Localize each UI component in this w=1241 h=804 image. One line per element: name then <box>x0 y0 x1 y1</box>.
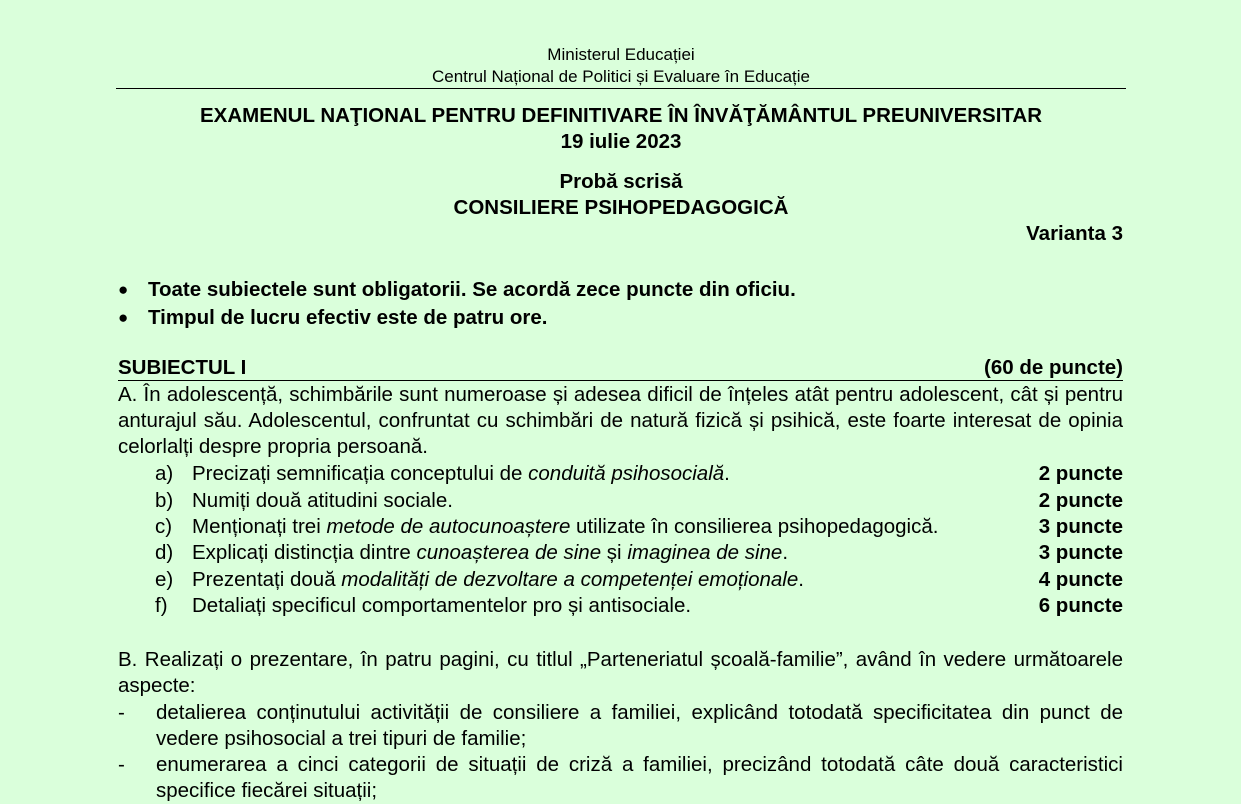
question-item-b <box>118 487 1123 513</box>
center-name: Centrul Național de Politici și Evaluare în Educație <box>432 67 810 86</box>
item-letter: c) <box>155 514 173 538</box>
instruction-item <box>118 304 1118 332</box>
instruction-text: Toate subiectele sunt obligatorii. Se acordă zece puncte din oficiu. <box>148 278 796 301</box>
item-text: Detaliați specificul comportamentelor pro și antisociale. <box>192 594 692 618</box>
item-points: 2 puncte <box>1038 488 1123 512</box>
question-item-d <box>118 540 1123 566</box>
item-letter: b) <box>155 488 174 512</box>
item-text: Menționați trei metode de autocunoaștere utilizate în consilierea psihopedagogică. <box>192 514 939 538</box>
ministry-name: Ministerul Educației <box>547 45 695 64</box>
exam-date: 19 iulie 2023 <box>560 130 682 153</box>
item-text: Numiți două atitudini sociale. <box>192 488 453 512</box>
bullet-icon: ● <box>118 308 129 327</box>
item-points: 6 puncte <box>1038 594 1123 618</box>
question-item-f <box>118 593 1123 619</box>
item-points: 3 puncte <box>1038 514 1123 538</box>
instruction-item <box>118 276 1118 304</box>
part-b-item-text: enumerarea a cinci categorii de situații de criză a familiei, precizând totodată câte două caracteristici specifice fiecărei situații; <box>156 753 1123 802</box>
section-heading <box>118 356 1123 381</box>
item-text: Prezentați două modalități de dezvoltare a competenței emoționale. <box>192 567 804 591</box>
exam-proba: Probă scrisă <box>559 170 683 193</box>
part-b-list <box>118 700 1123 804</box>
part-b-item <box>118 700 1123 752</box>
item-letter: e) <box>155 567 174 591</box>
item-letter: a) <box>155 462 174 486</box>
part-a-intro: A. În adolescență, schimbările sunt numeroase și adesea dificil de înțeles atât pentru adolescent, cât și pentru anturajul său. Adolescentul, confruntat cu schimbări de natură fizică și psihică, este foarte interesat de opinia celorlalți despre propria persoană. <box>118 383 1123 458</box>
question-item-e <box>118 567 1123 593</box>
dash-marker: - <box>118 753 125 776</box>
part-b-item-text: detalierea conținutului activității de consiliere a familiei, explicând totodată specificitatea din punct de vedere psihosocial a trei tipuri de familie; <box>156 701 1123 750</box>
question-item-c <box>118 514 1123 540</box>
section-points: (60 de puncte) <box>984 356 1123 379</box>
instruction-text: Timpul de lucru efectiv este de patru ore. <box>148 306 548 329</box>
item-points: 3 puncte <box>1038 541 1123 565</box>
item-points: 4 puncte <box>1038 567 1123 591</box>
part-a-items <box>118 461 1123 619</box>
item-text: Precizați semnificația conceptului de conduită psihosocială. <box>192 462 730 486</box>
item-text: Explicați distincția dintre cunoașterea de sine și imaginea de sine. <box>192 541 789 565</box>
bullet-icon: ● <box>118 280 129 299</box>
dash-marker: - <box>118 701 125 724</box>
exam-subject: CONSILIERE PSIHOPEDAGOGICĂ <box>453 196 789 219</box>
instructions-list <box>118 276 1118 332</box>
item-points: 2 puncte <box>1038 462 1123 486</box>
exam-title: EXAMENUL NAŢIONAL PENTRU DEFINITIVARE ÎN ÎNVĂŢĂMÂNTUL PREUNIVERSITAR <box>199 104 1043 127</box>
question-item-a <box>118 461 1123 487</box>
exam-variant: Varianta 3 <box>1026 222 1123 245</box>
part-b-intro: B. Realizați o prezentare, în patru pagini, cu titlul „Parteneriatul școală-familie”, având în vedere următoarele aspecte: <box>118 648 1123 697</box>
item-letter: f) <box>155 594 168 618</box>
part-b-item <box>118 752 1123 804</box>
section-title: SUBIECTUL I <box>118 356 247 379</box>
ministry-header <box>116 44 1126 88</box>
item-letter: d) <box>155 541 174 565</box>
header-rule <box>116 88 1126 89</box>
